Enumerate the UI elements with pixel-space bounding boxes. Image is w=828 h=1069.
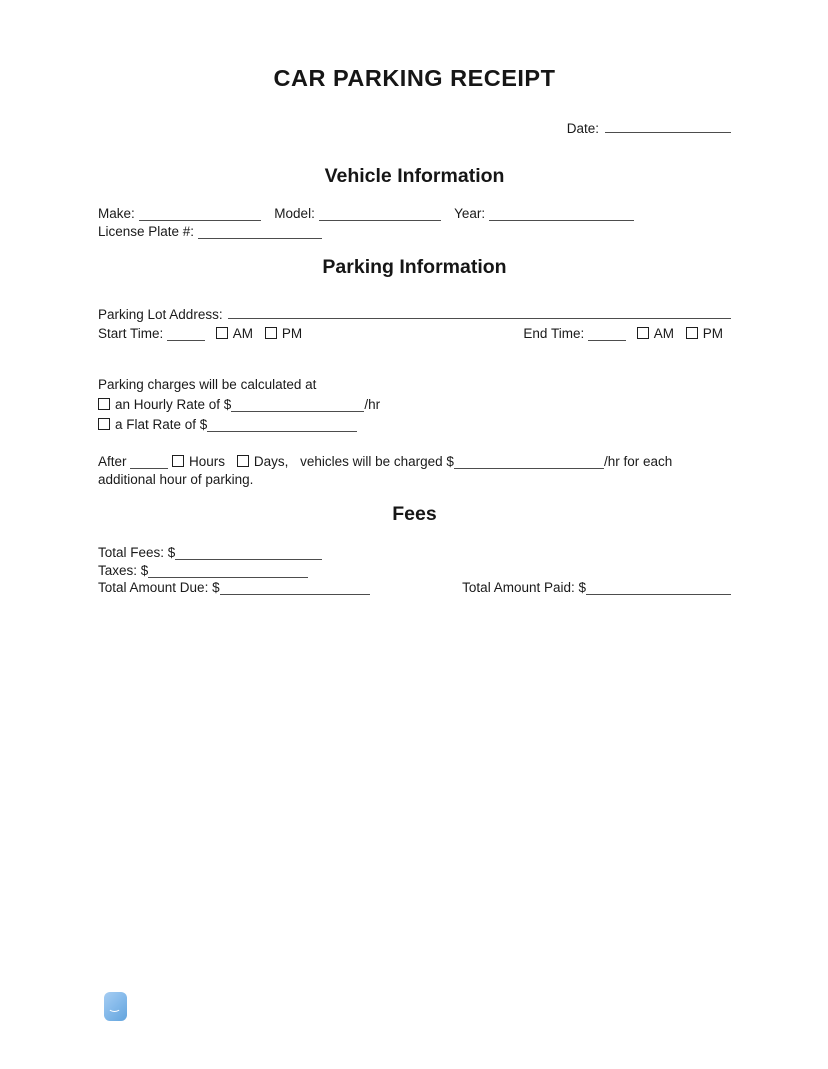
hourly-rate-checkbox[interactable]: [98, 398, 110, 410]
hourly-rate-row: [98, 396, 731, 416]
make-model-year-row: [98, 205, 731, 223]
after-duration-field[interactable]: [130, 456, 168, 469]
start-time-field[interactable]: [167, 328, 205, 341]
additional-rate-field[interactable]: [454, 456, 604, 469]
parking-lot-address-label: Parking Lot Address:: [98, 307, 223, 322]
document-title: CAR PARKING RECEIPT: [273, 65, 556, 91]
charged-label: vehicles will be charged $: [300, 454, 454, 469]
start-time-label: Start Time:: [98, 326, 164, 341]
charges-intro-text: Parking charges will be calculated at: [98, 377, 317, 392]
fees-block: [98, 544, 731, 597]
year-field[interactable]: [489, 208, 634, 221]
hours-label: Hours: [189, 454, 226, 469]
parking-lot-address-row: [98, 306, 731, 325]
logo-smile-shape: [108, 1003, 121, 1012]
license-plate-field[interactable]: [198, 226, 322, 239]
start-am-checkbox[interactable]: [216, 327, 228, 339]
days-checkbox[interactable]: [237, 455, 249, 467]
end-pm-checkbox[interactable]: [686, 327, 698, 339]
start-pm-checkbox[interactable]: [265, 327, 277, 339]
hourly-rate-suffix: /hr: [364, 397, 381, 412]
end-time-group: [523, 325, 731, 343]
charged-suffix: /hr for each: [603, 454, 673, 469]
make-field[interactable]: [139, 208, 261, 221]
license-plate-label: License Plate #:: [98, 224, 195, 239]
days-label: Days,: [253, 454, 289, 469]
additional-charge-paragraph: [98, 453, 731, 489]
end-am-checkbox[interactable]: [637, 327, 649, 339]
total-due-field[interactable]: [220, 582, 370, 595]
hourly-rate-label: an Hourly Rate of $: [115, 397, 232, 412]
total-fees-field[interactable]: [175, 547, 322, 560]
total-due-paid-row: [98, 579, 731, 597]
time-row: [98, 325, 731, 344]
hourly-rate-field[interactable]: [231, 399, 364, 412]
total-due-label: Total Amount Due: $: [98, 580, 220, 595]
total-paid-field[interactable]: [586, 582, 731, 595]
year-label: Year:: [454, 206, 486, 221]
flat-rate-label: a Flat Rate of $: [115, 417, 208, 432]
total-paid-group: [462, 579, 731, 597]
vehicle-information-heading: Vehicle Information: [324, 165, 505, 187]
parking-lot-address-field[interactable]: [228, 306, 731, 319]
start-pm-label: PM: [281, 326, 303, 341]
after-label: After: [98, 454, 127, 469]
date-field[interactable]: [605, 120, 731, 133]
total-fees-label: Total Fees: $: [98, 545, 176, 560]
start-am-label: AM: [232, 326, 254, 341]
date-label: Date:: [566, 121, 599, 136]
fees-heading: Fees: [392, 503, 437, 525]
start-time-group: [98, 325, 310, 343]
additional-line: additional hour of parking.: [98, 472, 254, 487]
parking-information-heading: Parking Information: [322, 256, 507, 278]
flat-rate-checkbox[interactable]: [98, 418, 110, 430]
flat-rate-field[interactable]: [207, 419, 357, 432]
flat-rate-row: [98, 416, 731, 436]
date-row: [98, 120, 731, 138]
model-label: Model:: [274, 206, 315, 221]
end-time-label: End Time:: [523, 326, 585, 341]
end-pm-label: PM: [702, 326, 723, 341]
total-fees-row: [98, 544, 731, 562]
total-paid-label: Total Amount Paid: $: [462, 580, 586, 595]
make-label: Make:: [98, 206, 135, 221]
hours-checkbox[interactable]: [172, 455, 184, 467]
taxes-row: [98, 562, 731, 580]
license-plate-row: [98, 223, 731, 241]
page: [98, 0, 731, 597]
end-am-label: AM: [653, 326, 674, 341]
eforms-logo-icon: [104, 992, 127, 1021]
taxes-label: Taxes: $: [98, 562, 149, 578]
model-field[interactable]: [319, 208, 441, 221]
total-due-group: [98, 579, 370, 597]
end-time-field[interactable]: [588, 328, 626, 341]
taxes-field[interactable]: [148, 565, 308, 578]
